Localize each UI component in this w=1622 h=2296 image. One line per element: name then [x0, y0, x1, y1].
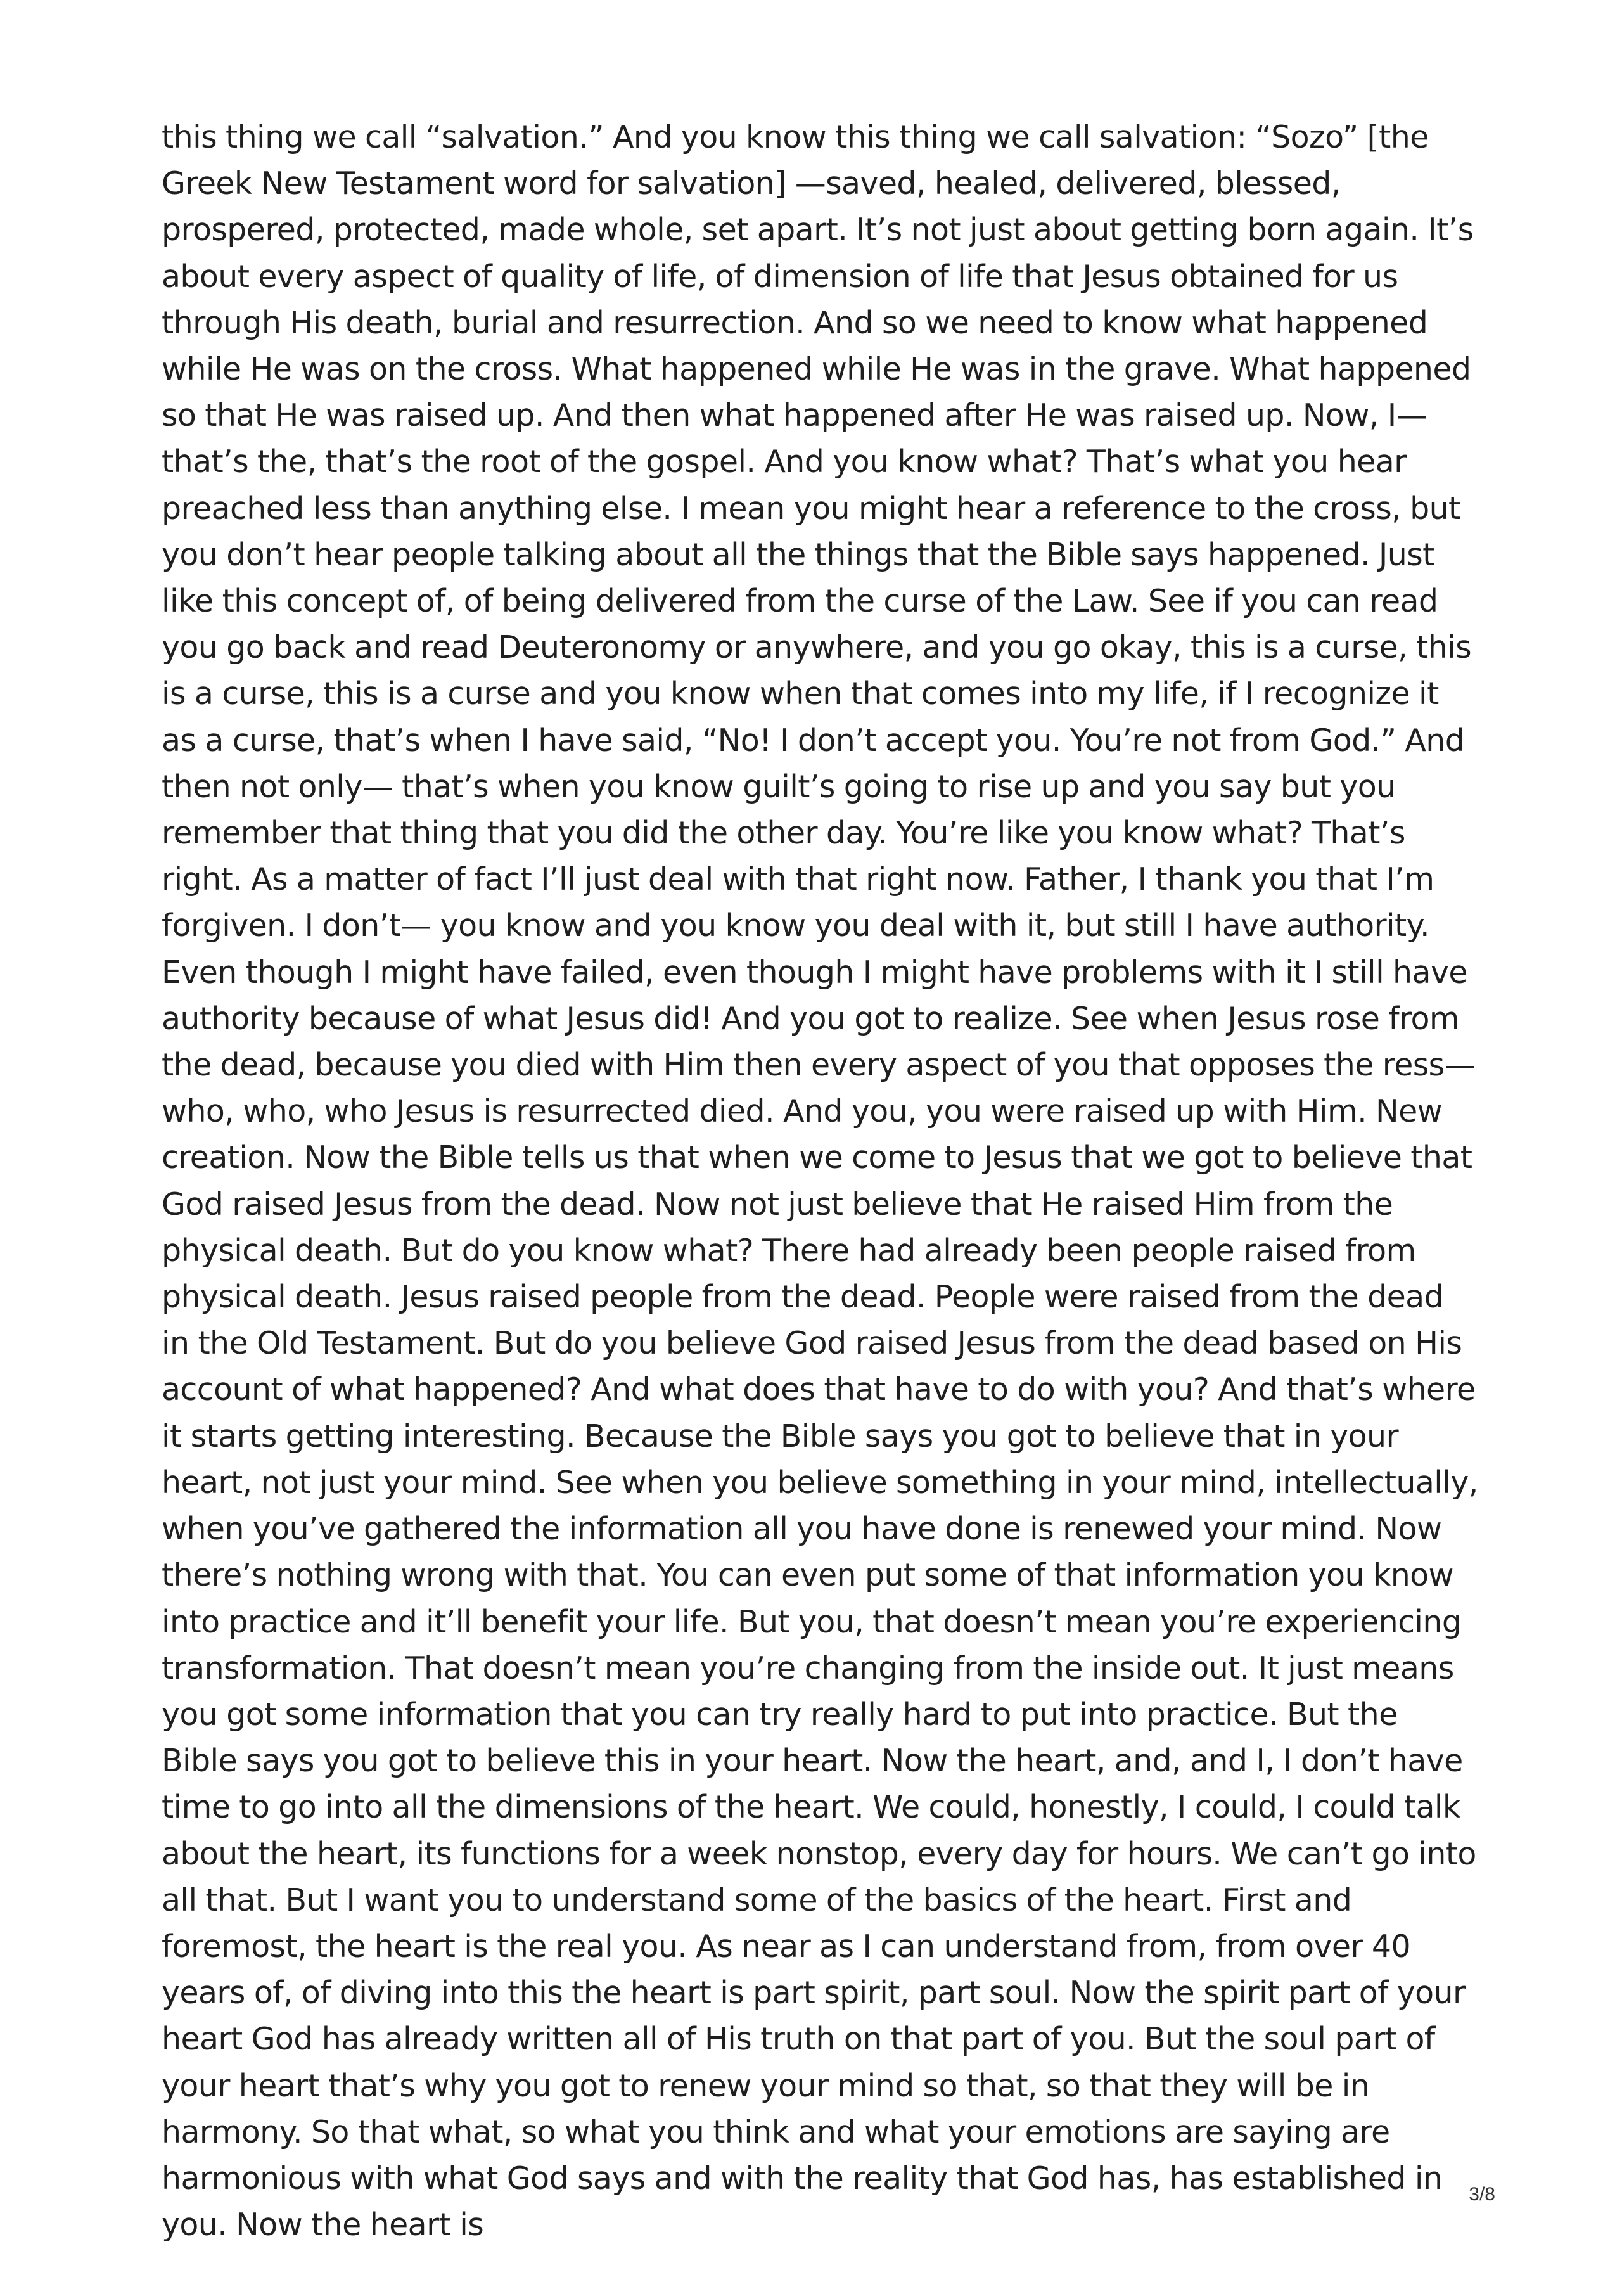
page-number: 3/8 — [1469, 2184, 1495, 2205]
body-paragraph: this thing we call “salvation.” And you know this thing we call salvation: “Sozo” [the Greek New Testament word for salvation] —saved, healed, delivered, blessed, prospered, protected, made whole, set apart. It’s not just about getting born again. It’s about every aspect of quality of life, of dimension of life that Jesus obtained for us through His death, burial and resurrection. And so we need to know what happened while He was on the cross. What happened while He was in the grave. What happened so that He was raised up. And then what happened after He was raised up. Now, I— that’s the, that’s the root of the gospel. And you know what? That’s what you hear preached less than anything else. I mean you might hear a reference to the cross, but you don’t hear people talking about all the things that the Bible says happened. Just like this concept of, of being delivered from the curse of the Law. See if you can read you go back and read Deuteronomy or anywhere, and you go okay, this is a curse, this is a curse, this is a curse and you know when that comes into my life, if I recognize it as a curse, that’s when I have said, “No! I don’t accept you. You’re not from God.” And then not only— that’s when you know guilt’s going to rise up and you say but you remember that thing that you did the other day. You’re like you know what? That’s right. As a matter of fact I’ll just deal with that right now. Father, I thank you that I’m forgiven. I don’t— you know and you know you deal with it, but still I have authority. Even though I might have failed, even though I might have problems with it I still have authority because of what Jesus did! And you got to realize. See when Jesus rose from the dead, because you died with Him then every aspect of you that opposes the ress— who, who, who Jesus is resurrected died. And you, you were raised up with Him. New creation. Now the Bible tells us that when we come to Jesus that we got to believe that God raised Jesus from the dead. Now not just believe that He raised Him from the physical death. But do you know what? There had already been people raised from physical death. Jesus raised people from the dead. People were raised from the dead in the Old Testament. But do you believe God raised Jesus from the dead based on His account of what happened? And what does that have to do with you? And that’s where it starts getting interesting. Because the Bible says you got to believe that in your heart, not just your mind. See when you believe something in your mind, intellectually, when you’ve gathered the information all you have done is renewed your mind. Now there’s nothing wrong with that. You can even put some of that information you know into practice and it’ll benefit your life. But you, that doesn’t mean you’re experiencing transformation. That doesn’t mean you’re changing from the inside out. It just means you got some information that you can try really hard to put into practice. But the Bible says you got to believe this in your heart. Now the heart, and, and I, I don’t have time to go into all the dimensions of the heart. We could, honestly, I could, I could talk about the heart, its functions for a week nonstop, every day for hours. We can’t go into all that. But I want you to understand some of the basics of the heart. First and foremost, the heart is the real you. As near as I can understand from, from over 40 years of, of diving into this the heart is part spirit, part soul. Now the spirit part of your heart God has already written all of His truth on that part of you. But the soul part of your heart that’s why you got to renew your mind so that, so that they will be in harmony. So that what, so what you think and what your emotions are saying are harmonious with what God says and with the reality that God has, has established in you. Now the heart is — [162, 119, 1478, 2243]
